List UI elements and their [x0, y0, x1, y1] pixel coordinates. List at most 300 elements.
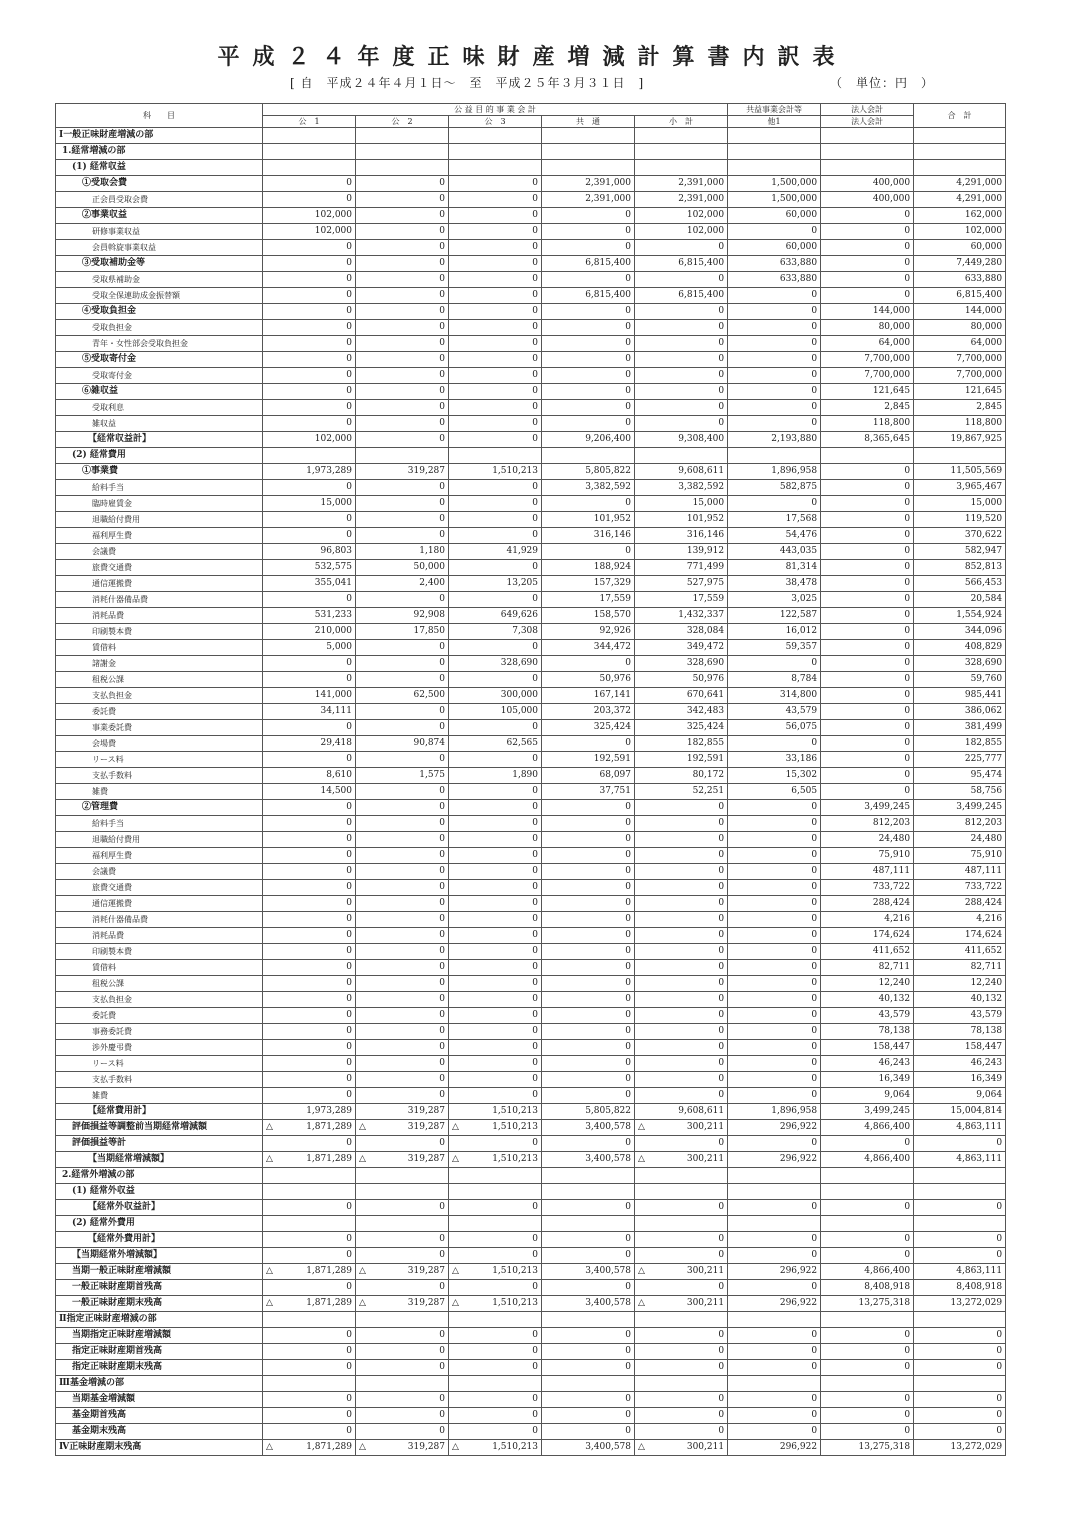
row-value: 38,478: [728, 576, 821, 592]
row-value: 0: [635, 1232, 728, 1248]
row-value: 0: [821, 464, 914, 480]
row-value: 0: [449, 1360, 542, 1376]
row-value: 0: [449, 1424, 542, 1440]
row-value: 0: [449, 992, 542, 1008]
row-value: 60,000: [728, 240, 821, 256]
row-value: [449, 1168, 542, 1184]
row-value: 1,973,289: [263, 1104, 356, 1120]
row-value: 0: [542, 400, 635, 416]
table-row: [56, 304, 1006, 320]
row-value: 0: [728, 944, 821, 960]
row-value: 0: [449, 176, 542, 192]
row-value: 0: [449, 1344, 542, 1360]
row-value: 50,976: [542, 672, 635, 688]
row-value: 0: [263, 672, 356, 688]
header-col-1: 公 1: [263, 116, 356, 128]
row-label: 賃借料: [56, 640, 263, 656]
row-value: 0: [449, 832, 542, 848]
row-value: 0: [542, 928, 635, 944]
row-value: 0: [449, 672, 542, 688]
table-row: [56, 800, 1006, 816]
table-row: [56, 1280, 1006, 1296]
row-value: 16,349: [821, 1072, 914, 1088]
row-label: 【経常外費用計】: [56, 1232, 263, 1248]
row-value: 296,922: [728, 1152, 821, 1168]
row-value: 0: [728, 848, 821, 864]
table-row: [56, 544, 1006, 560]
row-value: 0: [821, 672, 914, 688]
row-value: 0: [821, 544, 914, 560]
row-value: [263, 1312, 356, 1328]
row-value: 408,829: [914, 640, 1006, 656]
row-value: 0: [356, 1136, 449, 1152]
row-value: 0: [728, 1232, 821, 1248]
row-value: 102,000: [263, 224, 356, 240]
row-value: 381,499: [914, 720, 1006, 736]
row-label: 当期基金増減額: [56, 1392, 263, 1408]
row-value: 4,216: [914, 912, 1006, 928]
row-value: [635, 1120, 728, 1136]
row-value: 0: [263, 960, 356, 976]
row-value: 0: [356, 1200, 449, 1216]
row-value: 17,559: [542, 592, 635, 608]
table-row: [56, 1392, 1006, 1408]
header-corp-group: 法人会計: [821, 104, 914, 116]
row-value: 167,141: [542, 688, 635, 704]
row-value: 566,453: [914, 576, 1006, 592]
row-label: 委託費: [56, 704, 263, 720]
row-value: 0: [356, 592, 449, 608]
row-value: 0: [728, 880, 821, 896]
row-value: 0: [449, 1232, 542, 1248]
row-value: 59,357: [728, 640, 821, 656]
value-number: 1,871,289: [306, 1442, 352, 1452]
row-value: 37,751: [542, 784, 635, 800]
row-value: 0: [263, 1072, 356, 1088]
row-value: 0: [263, 1424, 356, 1440]
row-value: 0: [821, 768, 914, 784]
table-row: [56, 896, 1006, 912]
row-value: 0: [263, 384, 356, 400]
row-value: 0: [914, 1328, 1006, 1344]
row-value: 0: [449, 512, 542, 528]
row-value: [542, 128, 635, 144]
row-value: 46,243: [914, 1056, 1006, 1072]
row-label: 受取利息: [56, 400, 263, 416]
row-value: 0: [449, 1024, 542, 1040]
row-value: 0: [263, 256, 356, 272]
row-value: 0: [356, 1424, 449, 1440]
row-value: 733,722: [821, 880, 914, 896]
row-value: 0: [635, 944, 728, 960]
row-value: [914, 1168, 1006, 1184]
row-value: [635, 128, 728, 144]
row-value: 0: [263, 480, 356, 496]
row-value: 0: [728, 1024, 821, 1040]
row-value: 0: [635, 352, 728, 368]
row-label: Ⅳ正味財産期末残高: [56, 1440, 263, 1456]
row-value: 0: [728, 1424, 821, 1440]
table-row: [56, 592, 1006, 608]
row-value: 0: [821, 1344, 914, 1360]
row-value: 0: [821, 1200, 914, 1216]
row-value: 0: [914, 1248, 1006, 1264]
row-value: 158,570: [542, 608, 635, 624]
row-value: 182,855: [914, 736, 1006, 752]
row-value: 2,391,000: [542, 176, 635, 192]
row-value: 1,896,958: [728, 1104, 821, 1120]
row-value: 0: [635, 1056, 728, 1072]
row-value: 13,205: [449, 576, 542, 592]
row-value: 0: [728, 800, 821, 816]
row-value: 0: [728, 816, 821, 832]
row-value: 0: [449, 1072, 542, 1088]
row-value: 0: [728, 1200, 821, 1216]
row-value: 24,480: [914, 832, 1006, 848]
row-value: 0: [542, 384, 635, 400]
row-value: 80,172: [635, 768, 728, 784]
row-value: 0: [728, 1136, 821, 1152]
row-value: 0: [821, 240, 914, 256]
row-label: 給料手当: [56, 480, 263, 496]
row-value: 0: [263, 1088, 356, 1104]
row-value: 139,912: [635, 544, 728, 560]
row-value: 0: [728, 400, 821, 416]
row-value: 0: [635, 336, 728, 352]
row-value: 0: [263, 1056, 356, 1072]
value-number: 319,287: [407, 1266, 445, 1276]
row-value: 633,880: [728, 272, 821, 288]
row-value: 649,626: [449, 608, 542, 624]
row-label: Ⅱ指定正味財産増減の部: [56, 1312, 263, 1328]
negative-mark: △: [359, 1298, 366, 1308]
table-row: [56, 560, 1006, 576]
row-label: 評価損益等計: [56, 1136, 263, 1152]
negative-mark: △: [452, 1122, 459, 1132]
row-value: [449, 1216, 542, 1232]
row-value: 2,400: [356, 576, 449, 592]
row-value: [914, 1376, 1006, 1392]
row-label: 印刷製本費: [56, 944, 263, 960]
row-value: 2,845: [914, 400, 1006, 416]
row-value: 0: [449, 432, 542, 448]
row-value: 0: [728, 992, 821, 1008]
row-value: 0: [821, 560, 914, 576]
negative-mark: △: [452, 1266, 459, 1276]
row-value: 102,000: [263, 432, 356, 448]
row-value: 532,575: [263, 560, 356, 576]
row-value: 9,608,611: [635, 464, 728, 480]
row-value: [635, 448, 728, 464]
row-value: 0: [449, 192, 542, 208]
table-row: [56, 832, 1006, 848]
table-row: [56, 768, 1006, 784]
row-value: 0: [356, 784, 449, 800]
row-value: 812,203: [821, 816, 914, 832]
row-value: 0: [542, 880, 635, 896]
row-value: 0: [449, 912, 542, 928]
table-row: [56, 400, 1006, 416]
row-value: 62,565: [449, 736, 542, 752]
row-value: 0: [728, 928, 821, 944]
row-value: [728, 160, 821, 176]
row-value: 527,975: [635, 576, 728, 592]
row-value: 0: [728, 1344, 821, 1360]
header-subject: 科 目: [56, 104, 263, 128]
row-value: 0: [449, 1248, 542, 1264]
table-row: [56, 1232, 1006, 1248]
row-value: 0: [635, 272, 728, 288]
row-value: 188,924: [542, 560, 635, 576]
row-value: 92,926: [542, 624, 635, 640]
row-value: 0: [356, 912, 449, 928]
row-value: 81,314: [728, 560, 821, 576]
row-value: 400,000: [821, 192, 914, 208]
row-label: リース料: [56, 752, 263, 768]
row-value: 80,000: [821, 320, 914, 336]
row-label: 賃借料: [56, 960, 263, 976]
row-value: 0: [263, 336, 356, 352]
row-value: 102,000: [635, 224, 728, 240]
row-value: [914, 1184, 1006, 1200]
row-value: [728, 1216, 821, 1232]
row-value: 0: [542, 976, 635, 992]
table-row: [56, 944, 1006, 960]
row-value: 1,554,924: [914, 608, 1006, 624]
row-value: 1,500,000: [728, 192, 821, 208]
row-label: 租税公課: [56, 976, 263, 992]
row-value: 0: [449, 848, 542, 864]
row-label: 支払手数料: [56, 1072, 263, 1088]
row-value: 0: [728, 1072, 821, 1088]
row-value: [356, 1184, 449, 1200]
row-value: 43,579: [728, 704, 821, 720]
row-value: 80,000: [914, 320, 1006, 336]
row-value: 4,863,111: [914, 1264, 1006, 1280]
row-value: 182,855: [635, 736, 728, 752]
row-label: 臨時雇賃金: [56, 496, 263, 512]
table-body: [56, 128, 1006, 1456]
row-value: 0: [542, 1040, 635, 1056]
row-value: 64,000: [914, 336, 1006, 352]
table-row: [56, 720, 1006, 736]
row-value: 0: [542, 912, 635, 928]
row-value: 0: [449, 1088, 542, 1104]
row-value: 0: [635, 1408, 728, 1424]
row-value: 3,499,245: [821, 1104, 914, 1120]
row-value: 0: [635, 416, 728, 432]
row-value: 0: [356, 1072, 449, 1088]
table-row: [56, 528, 1006, 544]
row-label: 支払負担金: [56, 992, 263, 1008]
row-value: 812,203: [914, 816, 1006, 832]
row-value: 370,622: [914, 528, 1006, 544]
row-value: 296,922: [728, 1264, 821, 1280]
row-value: 118,800: [821, 416, 914, 432]
row-value: 0: [542, 208, 635, 224]
value-number: 1,510,213: [492, 1266, 538, 1276]
row-value: 0: [635, 1392, 728, 1408]
row-value: 5,000: [263, 640, 356, 656]
row-value: 0: [449, 976, 542, 992]
row-value: 33,186: [728, 752, 821, 768]
row-value: [542, 1312, 635, 1328]
table-row: [56, 656, 1006, 672]
row-value: 443,035: [728, 544, 821, 560]
row-value: 8,408,918: [821, 1280, 914, 1296]
row-value: 0: [635, 1328, 728, 1344]
table-row: [56, 1008, 1006, 1024]
row-value: 13,272,029: [914, 1296, 1006, 1312]
row-value: 344,472: [542, 640, 635, 656]
row-value: 0: [635, 848, 728, 864]
row-value: [356, 1440, 449, 1456]
row-value: 0: [728, 1392, 821, 1408]
row-value: 0: [635, 1072, 728, 1088]
row-value: 0: [635, 816, 728, 832]
row-value: 0: [356, 816, 449, 832]
row-value: [728, 144, 821, 160]
table-row: [56, 1264, 1006, 1280]
row-label: 会議費: [56, 544, 263, 560]
row-value: 0: [449, 1008, 542, 1024]
table-row: [56, 176, 1006, 192]
table-row: [56, 1424, 1006, 1440]
row-value: 16,349: [914, 1072, 1006, 1088]
row-value: [449, 1376, 542, 1392]
row-value: 0: [356, 304, 449, 320]
negative-mark: △: [452, 1298, 459, 1308]
row-label: 指定正味財産期末残高: [56, 1360, 263, 1376]
row-value: 15,000: [263, 496, 356, 512]
row-value: 0: [449, 416, 542, 432]
row-value: 0: [449, 1136, 542, 1152]
row-value: [728, 448, 821, 464]
row-value: 0: [263, 192, 356, 208]
row-value: 101,952: [542, 512, 635, 528]
row-value: 0: [728, 976, 821, 992]
negative-mark: △: [452, 1442, 459, 1452]
row-value: 0: [542, 1200, 635, 1216]
row-value: 46,243: [821, 1056, 914, 1072]
row-value: 0: [356, 224, 449, 240]
row-value: 0: [449, 1280, 542, 1296]
row-value: [449, 128, 542, 144]
row-value: 0: [821, 1392, 914, 1408]
row-value: 0: [635, 240, 728, 256]
row-value: [728, 1376, 821, 1392]
row-value: 0: [449, 400, 542, 416]
row-value: 0: [635, 1088, 728, 1104]
row-value: 0: [542, 304, 635, 320]
row-label: 消耗品費: [56, 608, 263, 624]
row-value: 118,800: [914, 416, 1006, 432]
row-value: [356, 1120, 449, 1136]
row-value: 325,424: [635, 720, 728, 736]
row-value: 0: [635, 1200, 728, 1216]
row-value: 0: [542, 1072, 635, 1088]
row-value: 0: [263, 1008, 356, 1024]
row-value: 0: [263, 512, 356, 528]
row-value: 0: [449, 224, 542, 240]
row-value: 0: [821, 752, 914, 768]
row-label: 当期指定正味財産増減額: [56, 1328, 263, 1344]
row-value: 0: [356, 832, 449, 848]
table-row: [56, 1184, 1006, 1200]
row-value: 0: [356, 256, 449, 272]
row-value: 0: [821, 1232, 914, 1248]
row-value: 0: [449, 816, 542, 832]
row-value: 0: [542, 1232, 635, 1248]
row-value: 0: [542, 1056, 635, 1072]
row-value: 0: [821, 1424, 914, 1440]
row-value: 0: [542, 992, 635, 1008]
row-value: 5,805,822: [542, 1104, 635, 1120]
table-row: [56, 1040, 1006, 1056]
row-value: 0: [542, 1424, 635, 1440]
table-row: [56, 480, 1006, 496]
row-value: 0: [821, 208, 914, 224]
table-row: [56, 320, 1006, 336]
row-value: 288,424: [821, 896, 914, 912]
row-label: 【当期経常増減額】: [56, 1152, 263, 1168]
row-value: 12,240: [914, 976, 1006, 992]
row-value: 119,520: [914, 512, 1006, 528]
row-value: 0: [449, 304, 542, 320]
row-value: 0: [356, 512, 449, 528]
row-value: 43,579: [821, 1008, 914, 1024]
row-value: 0: [635, 1280, 728, 1296]
value-number: 319,287: [407, 1442, 445, 1452]
row-value: 0: [449, 528, 542, 544]
row-value: 121,645: [821, 384, 914, 400]
row-label: 青年・女性部会受取負担金: [56, 336, 263, 352]
row-label: 正会員受取会費: [56, 192, 263, 208]
row-value: 0: [449, 240, 542, 256]
row-label: 雑収益: [56, 416, 263, 432]
table-row: [56, 1200, 1006, 1216]
row-value: 0: [263, 864, 356, 880]
row-value: [449, 1120, 542, 1136]
row-value: 0: [356, 384, 449, 400]
row-value: 0: [263, 1232, 356, 1248]
row-value: 0: [914, 1136, 1006, 1152]
row-value: 0: [263, 352, 356, 368]
row-value: 0: [263, 1392, 356, 1408]
table-header: [56, 104, 1006, 128]
row-value: [542, 160, 635, 176]
value-number: 1,871,289: [306, 1122, 352, 1132]
row-value: [449, 1312, 542, 1328]
row-value: 0: [263, 1408, 356, 1424]
row-label: 旅費交通費: [56, 880, 263, 896]
row-value: 0: [635, 1344, 728, 1360]
row-value: 0: [449, 272, 542, 288]
row-value: 0: [449, 592, 542, 608]
row-value: [821, 160, 914, 176]
row-value: 0: [356, 192, 449, 208]
table-row: [56, 1056, 1006, 1072]
negative-mark: △: [638, 1298, 645, 1308]
row-value: 6,505: [728, 784, 821, 800]
row-value: 2,193,880: [728, 432, 821, 448]
row-value: 82,711: [821, 960, 914, 976]
row-value: [635, 144, 728, 160]
value-number: 319,287: [407, 1122, 445, 1132]
row-value: 0: [542, 1136, 635, 1152]
row-value: 0: [542, 544, 635, 560]
row-value: 296,922: [728, 1120, 821, 1136]
